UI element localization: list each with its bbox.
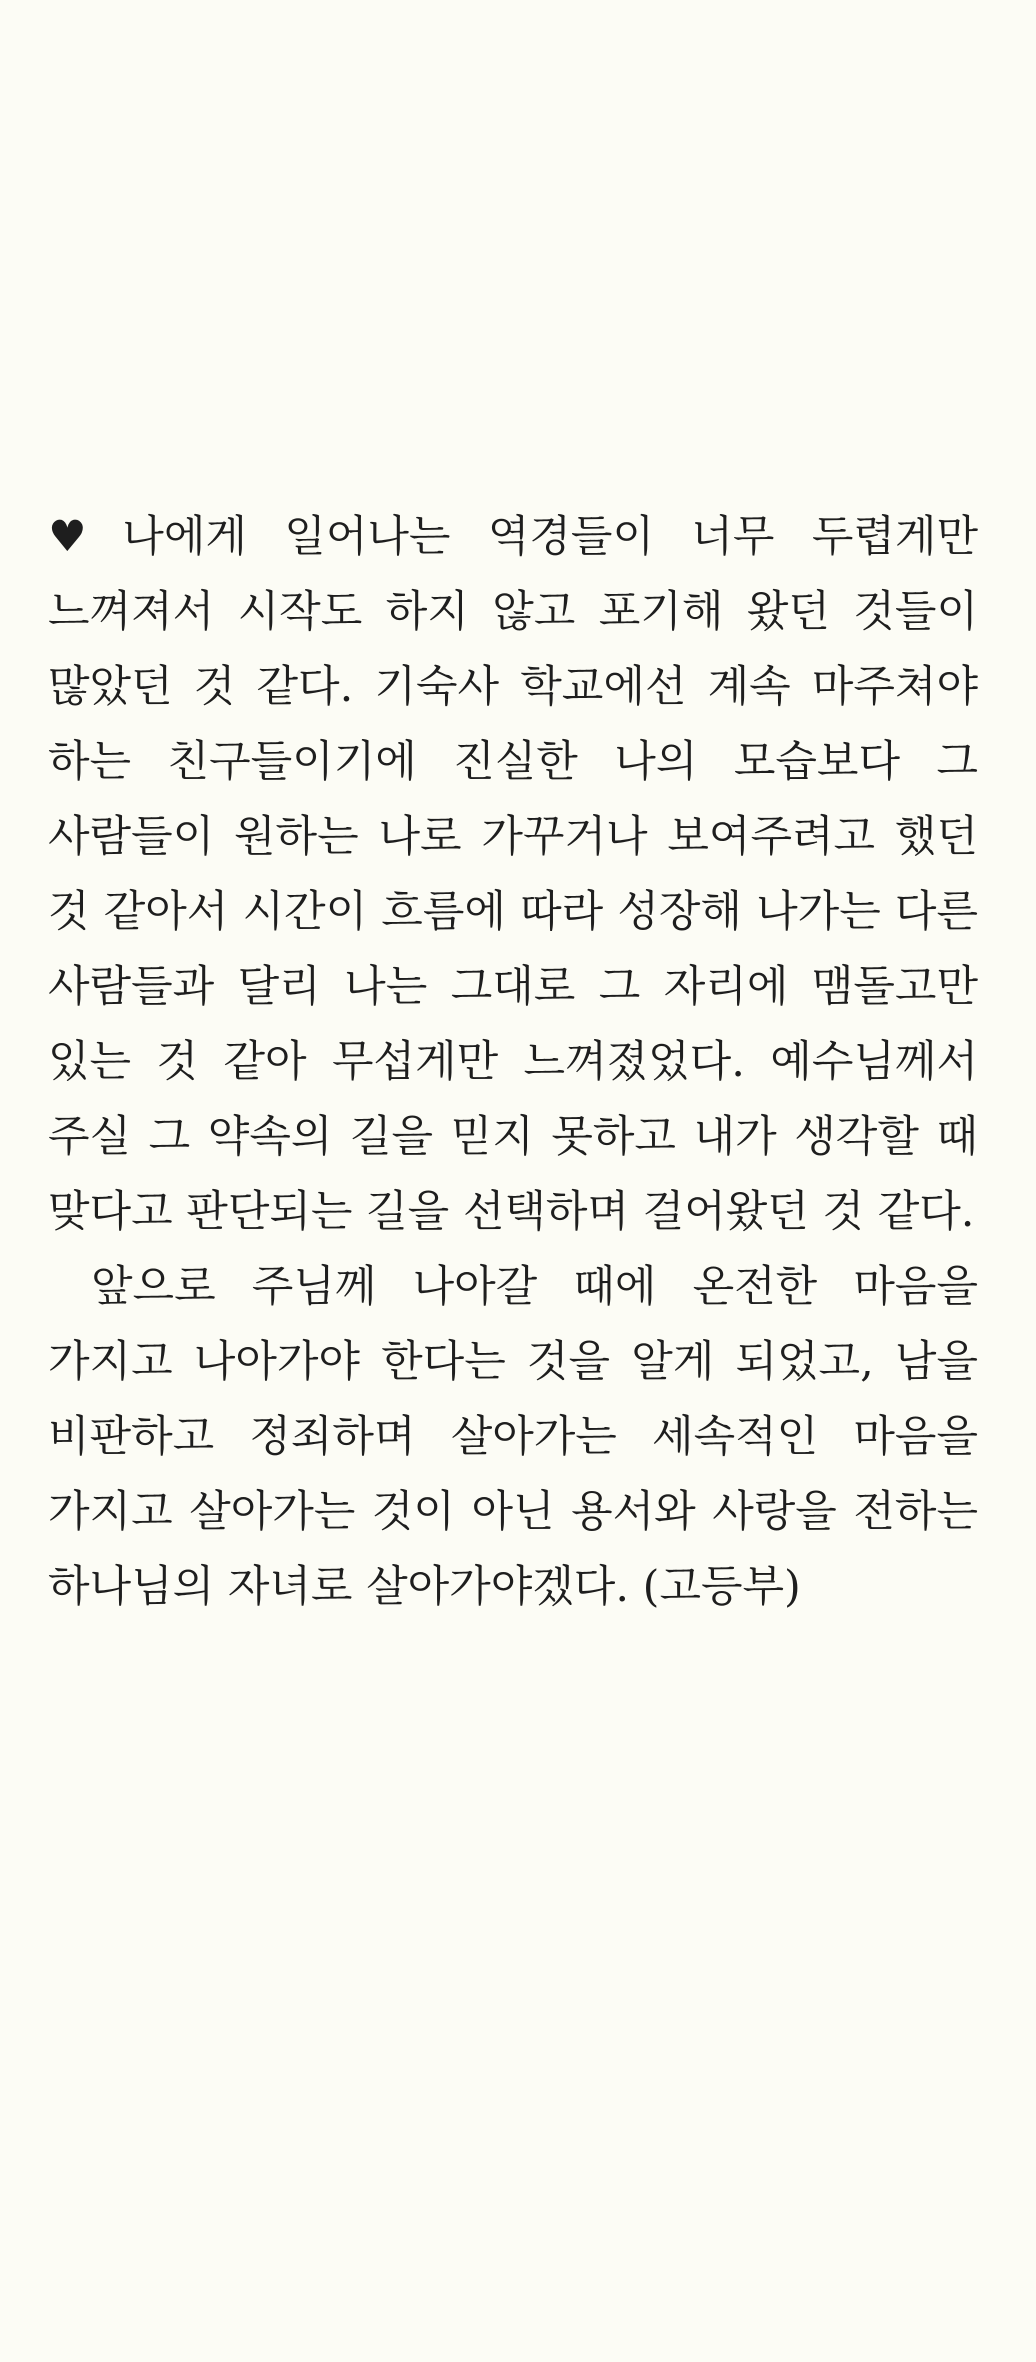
paragraph-1 [48,500,978,1250]
article-body [48,500,978,1625]
heart-icon: ♥ [48,512,111,562]
paragraph-2: 앞으로 주님께 나아갈 때에 온전한 마음을 가지고 나아가야 한다는 것을 알게 되었고, 남을 비판하고 정죄하며 살아가는 세속적인 마음을 가지고 살아가는 것이 아닌 용서와 사랑을 전하는 하나님의 자녀로 살아가야겠다. (고등부) [48,1262,978,1612]
paragraph-1-text: 나에게 일어나는 역경들이 너무 두렵게만 느껴져서 시작도 하지 않고 포기해 왔던 것들이 많았던 것 같다. 기숙사 학교에선 계속 마주쳐야 하는 친구들이기에 진실한 나의 모습보다 그 사람들이 원하는 나로 가꾸거나 보여주려고 했던 것 같아서 시간이 흐름에 따라 성장해 나가는 다른 사람들과 달리 나는 그대로 그 자리에 맴돌고만 있는 것 같아 무섭게만 느껴졌었다. 예수님께서 주실 그 약속의 길을 믿지 못하고 내가 생각할 때 맞다고 판단되는 길을 선택하며 걸어왔던 것 같다. [48,512,978,1237]
